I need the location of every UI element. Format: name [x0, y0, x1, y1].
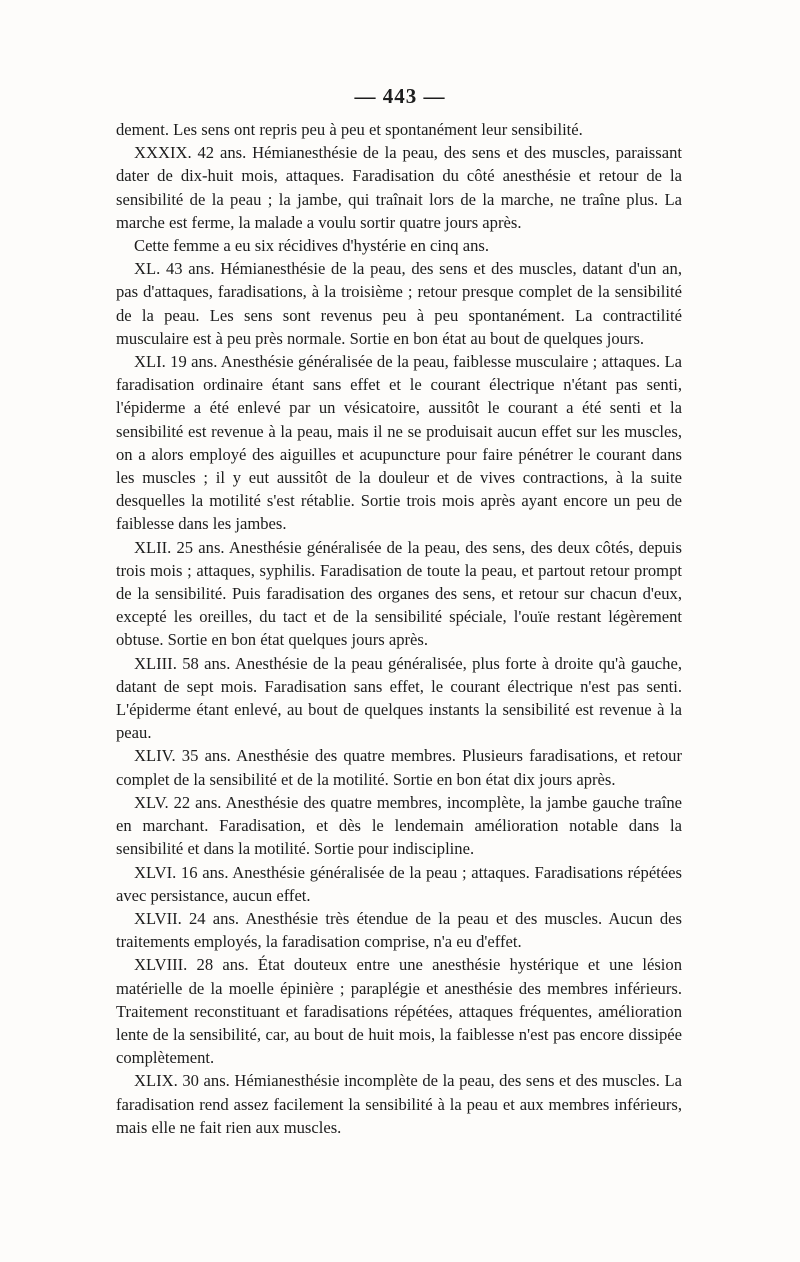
case-xlviii: XLVIII. 28 ans. État douteux entre une anesthésie hystérique et une lésion matérielle de la moelle épinière ; paraplégie et anesthésie des membres inférieurs. Traitement reconstituant et faradisations répétées, attaques fréquentes, amélioration lente de la sensibilité, car, au bout de huit mois, la faiblesse n'est pas encore dissipée complètement.	[116, 955, 682, 1068]
case-xliv: XLIV. 35 ans. Anesthésie des quatre membres. Plusieurs faradisations, et retour complet de la sensibilité et de la motilité. Sortie en bon état dix jours après.	[116, 746, 682, 789]
case-xlv: XLV. 22 ans. Anesthésie des quatre membres, incomplète, la jambe gauche traîne en marchant. Faradisation, et dès le lendemain amélioration notable dans la sensibilité et dans la motilité. Sortie pour indiscipline.	[116, 792, 682, 859]
case-xlvii: XLVII. 24 ans. Anesthésie très étendue de la peau et des muscles. Aucun des traitements employés, la faradisation comprise, n'a eu d'effet.	[116, 908, 682, 952]
case-xxxix: XXXIX. 42 ans. Hémianesthésie de la peau, des sens et des muscles, paraissant dater de dix-huit mois, attaques. Faradisation du côté anesthésie et retour de la sensibilité de la peau ; la jambe, qui traînait lors de la marche, ne traîne plus. La marche est ferme, la malade a voulu sortir quatre jours après.	[116, 143, 682, 232]
case-xliii: XLIII. 58 ans. Anesthésie de la peau généralisée, plus forte à droite qu'à gauche, datant de sept mois. Faradisation sans effet, le courant électrique n'est pas senti. L'épiderme étant enlevé, au bout de quelques instants la sensibilité est revenue à la peau.	[116, 653, 682, 743]
case-xli: XLI. 19 ans. Anesthésie généralisée de la peau, faiblesse musculaire ; attaques. La faradisation ordinaire étant sans effet et le courant électrique n'étant pas senti, l'épiderme a été enlevé par un vésicatoire, aussitôt le courant a été senti et la sensibilité est revenue à la peau, mais il ne se produisait aucun effet sur les muscles, on a alors employé des aiguilles et acupuncture pour faire pénétrer le courant dans les muscles ; il y eut aussitôt de la douleur et de vives contractions, à la suite desquelles la motilité s'est rétablie. Sortie trois mois après ayant encore un peu de faiblesse dans les jambes.	[116, 352, 682, 534]
case-xxxix-note: Cette femme a eu six récidives d'hystérie en cinq ans.	[134, 236, 490, 256]
case-xlii: XLII. 25 ans. Anesthésie généralisée de la peau, des sens, des deux côtés, depuis trois mois ; attaques, syphilis. Faradisation de toute la peau, et partout retour prompt de la sensibilité. Puis faradisation des organes des sens, et retour sur chacun d'eux, excepté les oreilles, du tact et de la sensibilité spéciale, l'ouïe restant légèrement obtuse. Sortie en bon état quelques jours après.	[116, 537, 682, 650]
case-xlix: XLIX. 30 ans. Hémianesthésie incomplète de la peau, des sens et des muscles. La faradisation rend assez facilement la sensibilité à la peau et aux membres inférieurs, mais elle ne fait rien aux muscles.	[116, 1071, 682, 1137]
body-text	[116, 118, 682, 1139]
case-xlvi: XLVI. 16 ans. Anesthésie généralisée de la peau ; attaques. Faradisations répétées avec persistance, aucun effet.	[116, 862, 682, 905]
case-xl: XL. 43 ans. Hémianesthésie de la peau, des sens et des muscles, datant d'un an, pas d'attaques, faradisations, à la troisième ; retour presque complet de la sensibilité de la peau. Les sens sont revenus peu à peu spontanément. La contractilité musculaire est à peu près normale. Sortie en bon état au bout de quelques jours.	[116, 259, 682, 348]
paragraph-continuation: dement. Les sens ont repris peu à peu et spontanément leur sensibilité.	[116, 120, 583, 139]
page-number: — 443 —	[354, 84, 446, 108]
